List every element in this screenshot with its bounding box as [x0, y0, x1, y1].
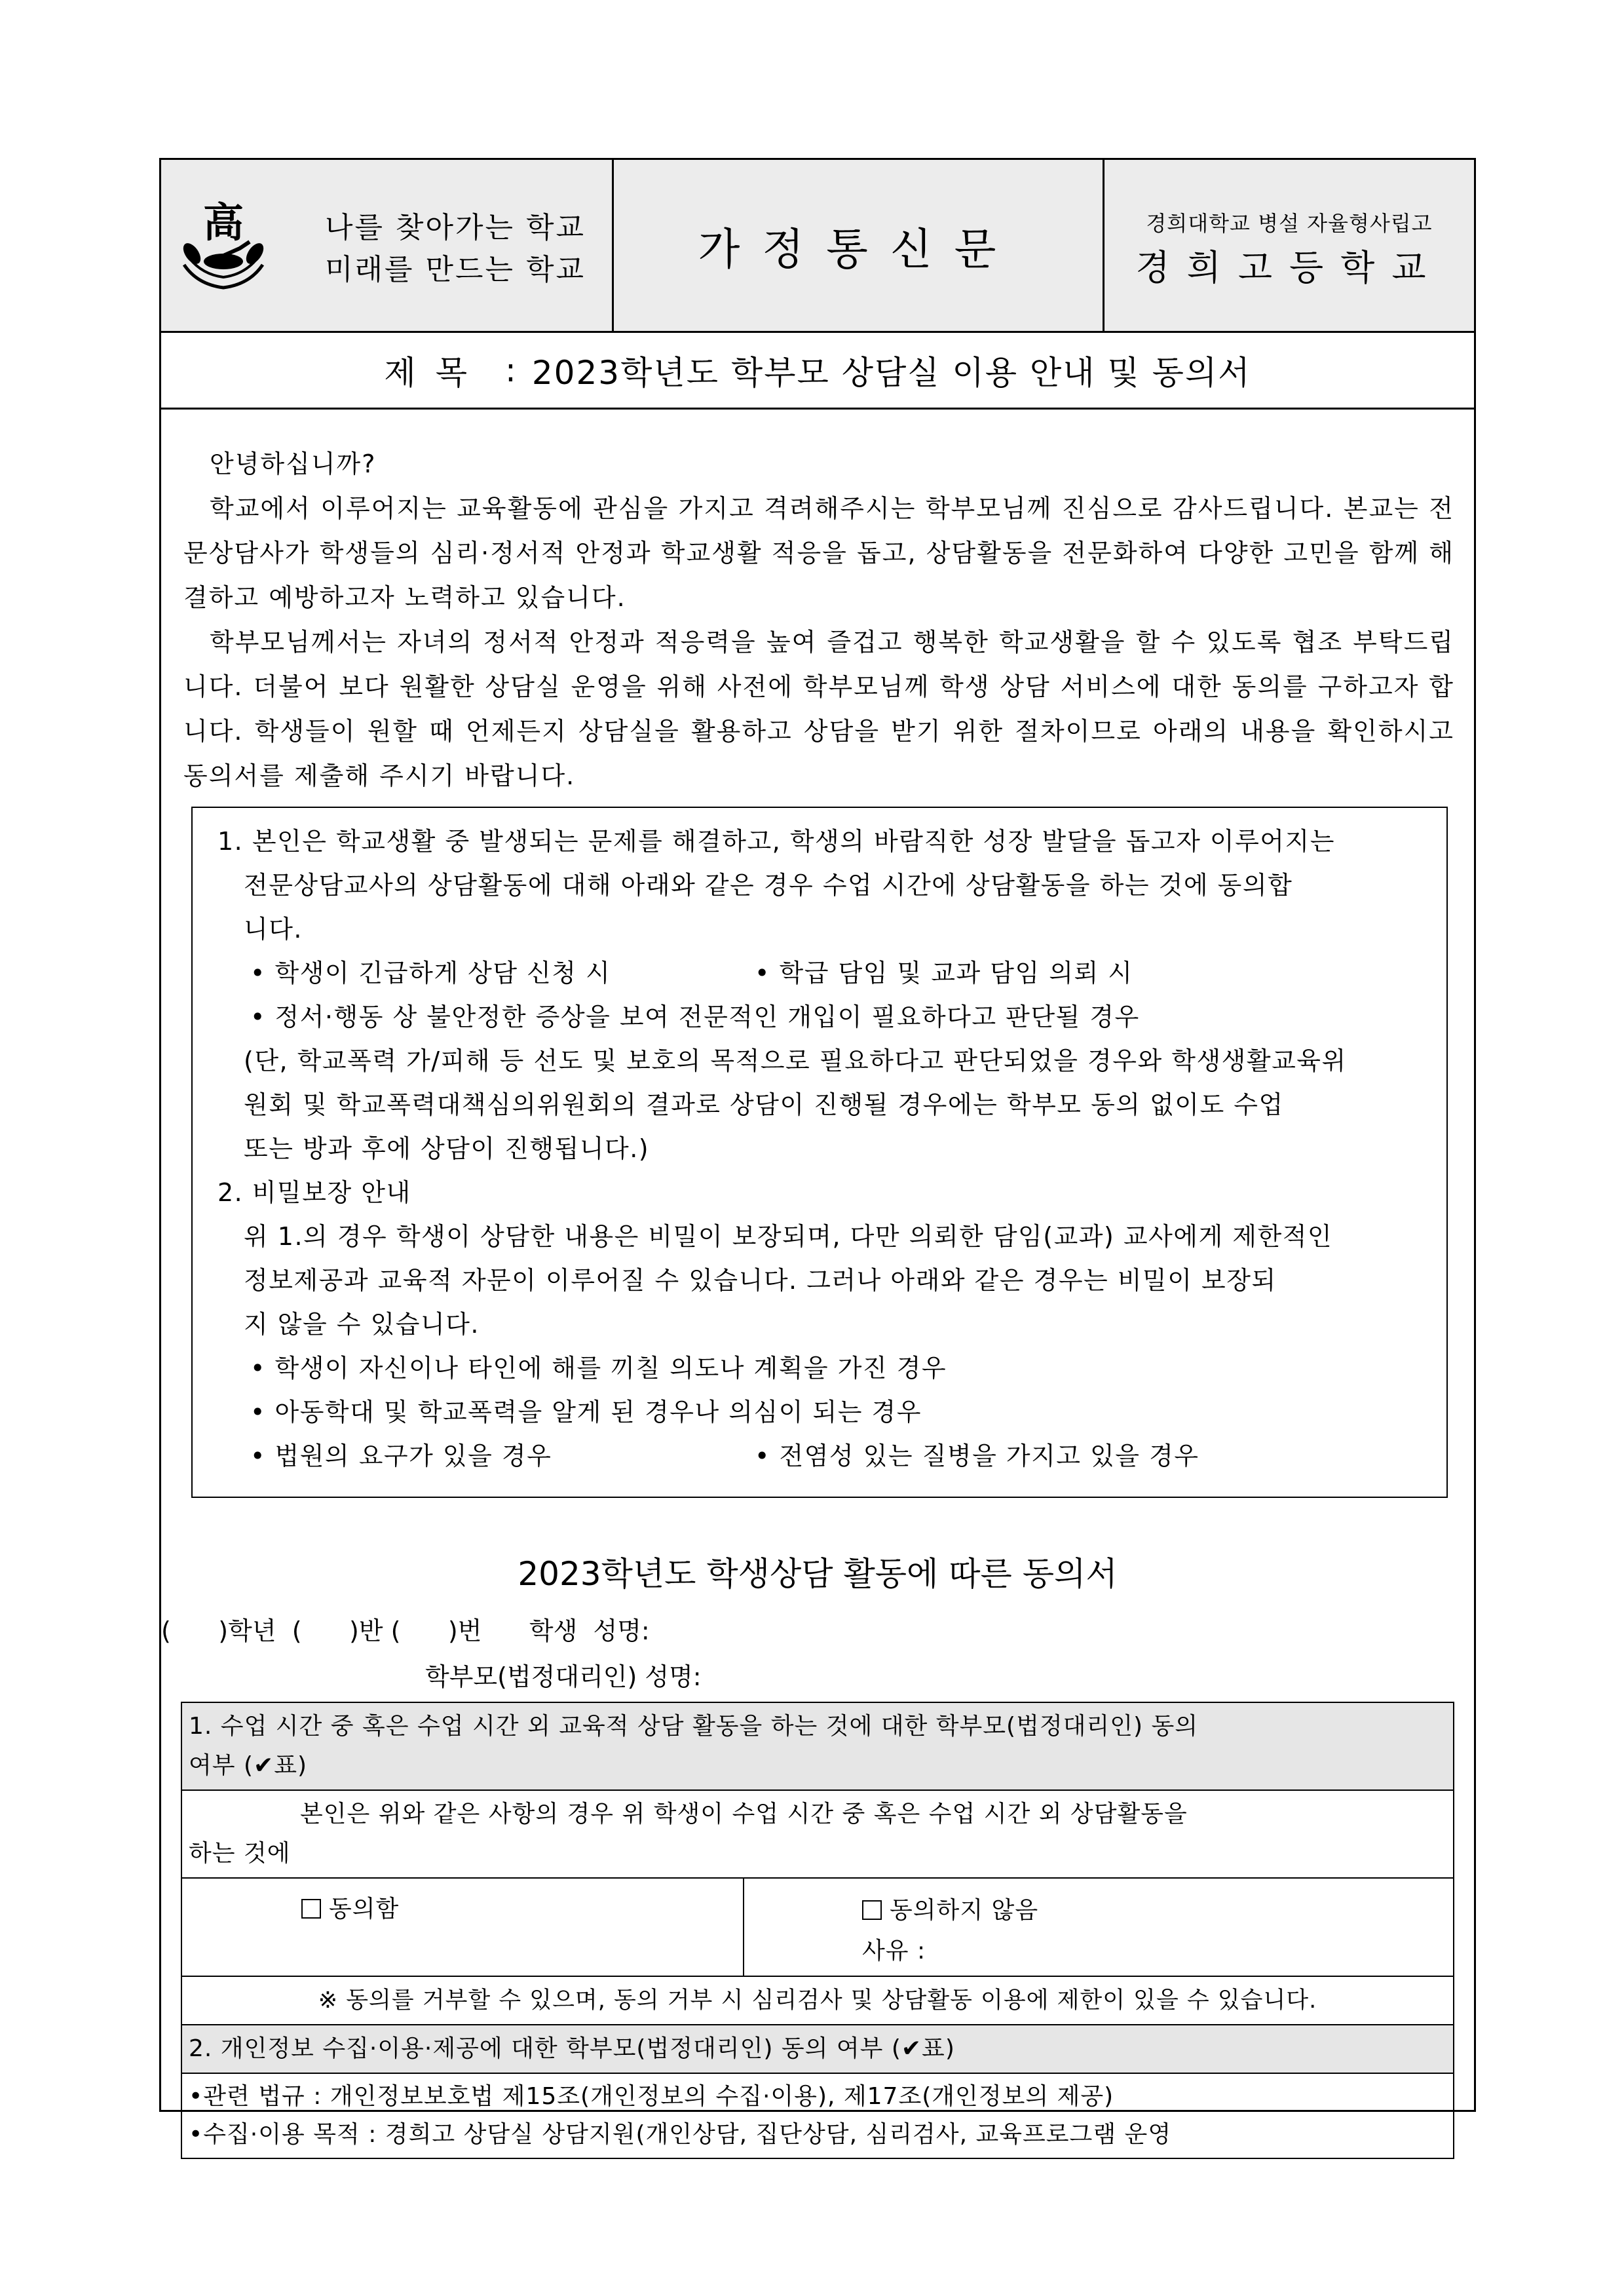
- subject-label: 제목: [384, 354, 487, 392]
- intro-text: [183, 442, 1454, 798]
- parent-signature-line[interactable]: 학부모(법정대리인) 성명:: [425, 1662, 702, 1691]
- item2-line: 지 않을 수 있습니다.: [244, 1310, 480, 1339]
- item1-line: 1. 본인은 학교생활 중 발생되는 문제를 해결하고, 학생의 바람직한 성장 발달을 돕고자 이루어지는: [217, 827, 1335, 856]
- consent-title: 2023학년도 학생상담 활동에 따른 동의서: [518, 1555, 1118, 1593]
- consent-table: [181, 1702, 1454, 2159]
- school-affiliation: 경희대학교 병설 자율형사립고: [1146, 211, 1433, 236]
- disagree-option[interactable]: [744, 1878, 1454, 1976]
- bullet-item: • 학생이 긴급하게 상담 신청 시: [250, 959, 611, 987]
- bullet-item: • 전염성 있는 질병을 가지고 있을 경우: [755, 1442, 1199, 1470]
- letter-header: [161, 160, 1474, 333]
- note-line: (단, 학교폭력 가/피해 등 선도 및 보호의 목적으로 필요하다고 판단되었을 경우와 학생생활교육위: [244, 1046, 1347, 1075]
- privacy-details: [181, 2073, 1454, 2158]
- reason-field[interactable]: 사유 :: [862, 1938, 926, 1964]
- item2-title: 2. 비밀보장 안내: [217, 1178, 411, 1207]
- bullet-item: • 학생이 자신이나 타인에 해를 끼칠 의도나 계획을 가진 경우: [250, 1354, 947, 1383]
- statement-line: 본인은 위와 같은 사항의 경우 위 학생이 수업 시간 중 혹은 수업 시간 외 상담활동을: [300, 1801, 1188, 1827]
- intro-paragraph-1: 학교에서 이루어지는 교육활동에 관심을 가지고 격려해주시는 학부모님께 진심으로 감사드립니다. 본교는 전문상담사가 학생들의 심리·정서적 안정과 학교생활 적응을 돕고, 상담활동을 전문화하여 다양한 고민을 함께 해결하고 예방하고자 노력하고 있습니다.: [183, 494, 1454, 612]
- header-logo-cell: [161, 160, 614, 331]
- item2-line: 정보제공과 교육적 자문이 이루어질 수 있습니다. 그러나 아래와 같은 경우는 비밀이 보장되: [244, 1266, 1277, 1295]
- school-name: 경희고등학교: [1135, 247, 1443, 288]
- item1-line: 전문상담교사의 상담활동에 대해 아래와 같은 경우 수업 시간에 상담활동을 하는 것에 동의합: [244, 871, 1293, 900]
- subject-text: 2023학년도 학부모 상담실 이용 안내 및 동의서: [531, 354, 1251, 392]
- law-reference: •관련 법규 : 개인정보보호법 제15조(개인정보의 수집·이용), 제17조(개인정보의 제공): [189, 2083, 1114, 2110]
- note-line: 또는 방과 후에 상담이 진행됩니다.): [244, 1134, 650, 1163]
- subject-colon: :: [505, 351, 518, 389]
- disagree-checkbox[interactable]: [862, 1900, 882, 1920]
- school-emblem-icon: [178, 196, 269, 294]
- document-type: 가정통신문: [614, 160, 1105, 331]
- consent-statement: [181, 1790, 1454, 1878]
- item1-line: 니다.: [244, 915, 303, 944]
- note-line: 원회 및 학교폭력대책심의위원회의 결과로 상담이 진행될 경우에는 학부모 동의 없이도 수업: [244, 1090, 1284, 1119]
- header-school-cell: [1105, 160, 1474, 331]
- notice-box: [191, 807, 1448, 1498]
- bullet-item: • 학급 담임 및 교과 담임 의뢰 시: [755, 959, 1133, 987]
- svg-text:高: 高: [202, 199, 244, 246]
- bullet-item: • 법원의 요구가 있을 경우: [250, 1442, 552, 1470]
- motto-line-2: 미래를 만드는 학교: [325, 253, 586, 286]
- statement-line: 하는 것에: [189, 1840, 291, 1867]
- school-motto: [325, 207, 586, 291]
- disagree-label: 동의하지 않음: [890, 1897, 1039, 1924]
- question-1-line: 여부 (✔표): [189, 1752, 308, 1779]
- question-1: [181, 1702, 1454, 1790]
- bullet-item: • 정서·행동 상 불안정한 증상을 보여 전문적인 개입이 필요하다고 판단될 경우: [250, 1003, 1140, 1031]
- question-1-line: 1. 수업 시간 중 혹은 수업 시간 외 교육적 상담 활동을 하는 것에 대한 학부모(법정대리인) 동의: [189, 1713, 1199, 1740]
- agree-checkbox[interactable]: [301, 1899, 321, 1919]
- agree-option[interactable]: [181, 1878, 744, 1976]
- intro-paragraph-2: 학부모님께서는 자녀의 정서적 안정과 적응력을 높여 즐겁고 행복한 학교생활을 할 수 있도록 협조 부탁드립니다. 더불어 보다 원활한 상담실 운영을 위해 사전에 학부모님께 학생 상담 서비스에 대한 동의를 구하고자 합니다. 학생들이 원할 때 언제든지 상담실을 활용하고 상담을 받기 위한 절차이므로 아래의 내용을 확인하시고 동의서를 제출해 주시기 바랍니다.: [183, 628, 1454, 790]
- subject-row: [161, 333, 1474, 410]
- collection-purpose: •수집·이용 목적 : 경희고 상담실 상담지원(개인상담, 집단상담, 심리검사, 교육프로그램 운영: [189, 2121, 1172, 2148]
- document-frame: [159, 158, 1476, 2148]
- refusal-warning: ※ 동의를 거부할 수 있으며, 동의 거부 시 심리검사 및 상담활동 이용에 제한이 있을 수 있습니다.: [181, 1976, 1454, 2025]
- motto-line-1: 나를 찾아가는 학교: [325, 211, 586, 244]
- bullet-item: • 아동학대 및 학교폭력을 알게 된 경우나 의심이 되는 경우: [250, 1398, 922, 1426]
- student-info-line[interactable]: ( )학년 ( )반 ( )번 학생 성명:: [161, 1617, 650, 1645]
- agree-label: 동의함: [329, 1896, 400, 1923]
- greeting: 안녕하십니까?: [210, 450, 377, 478]
- question-2: 2. 개인정보 수집·이용·제공에 대한 학부모(법정대리인) 동의 여부 (✔표): [181, 2025, 1454, 2073]
- item2-line: 위 1.의 경우 학생이 상담한 내용은 비밀이 보장되며, 다만 의뢰한 담임(교과) 교사에게 제한적인: [244, 1222, 1333, 1251]
